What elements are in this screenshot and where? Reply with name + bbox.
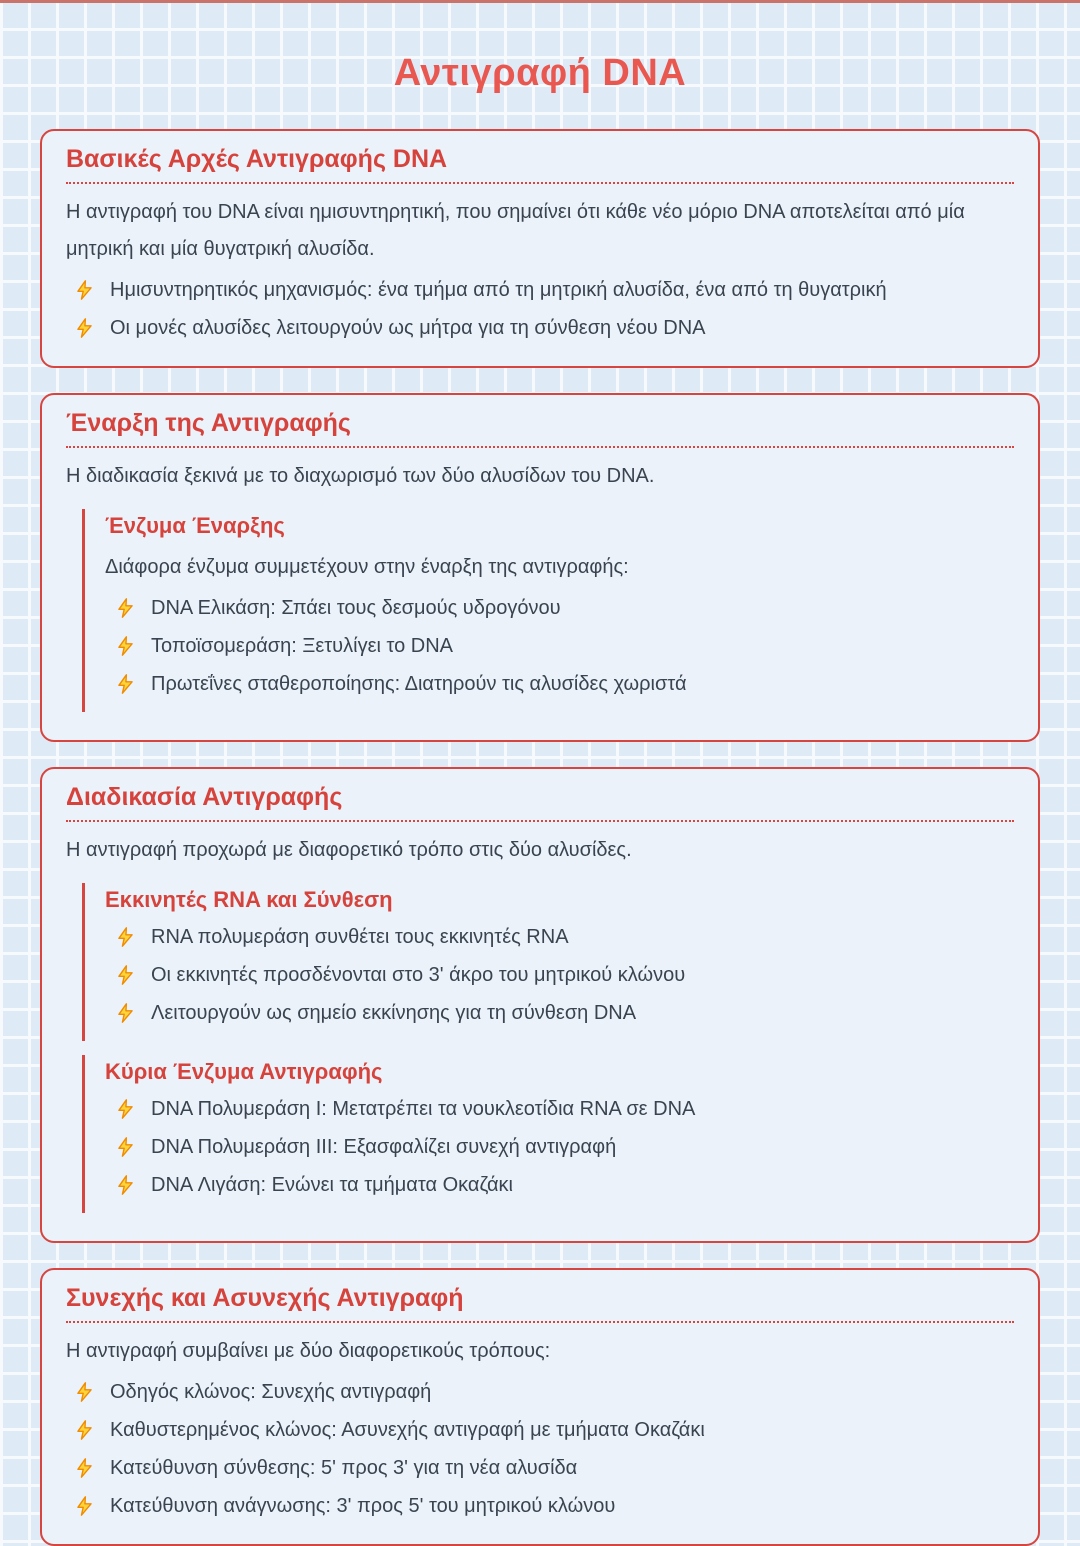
list-item	[74, 1492, 1014, 1521]
list-item-text: RNA πολυμεράση συνθέτει τους εκκινητές RNA	[151, 926, 569, 948]
subsection-bullet-list	[115, 594, 1014, 699]
lightning-icon	[74, 1494, 95, 1518]
section-card	[40, 767, 1040, 1243]
list-item	[115, 961, 1014, 990]
lightning-icon	[74, 278, 95, 302]
lightning-icon	[115, 1135, 136, 1159]
page-top-accent	[0, 0, 1080, 3]
list-item	[115, 1133, 1014, 1162]
subsection-bullet-list	[115, 923, 1014, 1028]
lightning-icon	[115, 672, 136, 696]
list-item-text: DNA Λιγάση: Ενώνει τα τμήματα Οκαζάκι	[151, 1174, 513, 1196]
list-item-text: Οδηγός κλώνος: Συνεχής αντιγραφή	[110, 1381, 432, 1403]
section-card	[40, 393, 1040, 742]
list-item-text: Οι εκκινητές προσδένονται στο 3' άκρο του μητρικού κλώνου	[151, 964, 686, 986]
list-item-text: Λειτουργούν ως σημείο εκκίνησης για τη σύνθεση DNA	[151, 1002, 637, 1024]
list-item	[115, 999, 1014, 1028]
list-item	[74, 276, 1014, 305]
section-intro: Η αντιγραφή του DNA είναι ημισυντηρητική, που σημαίνει ότι κάθε νέο μόριο DNA αποτελείται από μία μητρική και μία θυγατρική αλυσίδα.	[66, 201, 965, 260]
section-intro: Η διαδικασία ξεκινά με το διαχωρισμό των δύο αλυσίδων του DNA.	[66, 465, 655, 487]
list-item-text: Οι μονές αλυσίδες λειτουργούν ως μήτρα για τη σύνθεση νέου DNA	[110, 317, 706, 339]
section-title: Διαδικασία Αντιγραφής	[66, 783, 1014, 822]
subsection	[82, 509, 1014, 712]
list-item-text: Κατεύθυνση σύνθεσης: 5' προς 3' για τη νέα αλυσίδα	[110, 1457, 578, 1479]
section-bullet-list	[74, 276, 1014, 343]
list-item	[115, 670, 1014, 699]
list-item	[115, 632, 1014, 661]
section-card	[40, 129, 1040, 368]
list-item-text: DNA Πολυμεράση ΙΙΙ: Εξασφαλίζει συνεχή αντιγραφή	[151, 1136, 617, 1158]
lightning-icon	[74, 1418, 95, 1442]
section-card	[40, 1268, 1040, 1546]
lightning-icon	[74, 316, 95, 340]
subsection	[82, 1055, 1014, 1213]
lightning-icon	[115, 1173, 136, 1197]
list-item-text: Κατεύθυνση ανάγνωσης: 3' προς 5' του μητρικού κλώνου	[110, 1495, 616, 1517]
section-subsections	[66, 883, 1014, 1213]
section-intro: Η αντιγραφή συμβαίνει με δύο διαφορετικούς τρόπους:	[66, 1340, 551, 1362]
lightning-icon	[115, 1001, 136, 1025]
subsection-bullet-list	[115, 1095, 1014, 1200]
list-item-text: Πρωτεΐνες σταθεροποίησης: Διατηρούν τις αλυσίδες χωριστά	[151, 673, 687, 695]
list-item-text: DNA Πολυμεράση Ι: Μετατρέπει τα νουκλεοτίδια RNA σε DNA	[151, 1098, 696, 1120]
list-item	[115, 923, 1014, 952]
lightning-icon	[115, 634, 136, 658]
list-item	[74, 1416, 1014, 1445]
lightning-icon	[74, 1456, 95, 1480]
section-intro: Η αντιγραφή προχωρά με διαφορετικό τρόπο στις δύο αλυσίδες.	[66, 839, 632, 861]
content	[0, 129, 1080, 1546]
list-item-text: Καθυστερημένος κλώνος: Ασυνεχής αντιγραφή με τμήματα Οκαζάκι	[110, 1419, 705, 1441]
subsection-intro: Διάφορα ένζυμα συμμετέχουν στην έναρξη της αντιγραφής:	[105, 556, 629, 578]
lightning-icon	[115, 963, 136, 987]
subsection	[82, 883, 1014, 1041]
lightning-icon	[115, 596, 136, 620]
section-subsections	[66, 509, 1014, 712]
list-item	[74, 1378, 1014, 1407]
subsection-title: Κύρια Ένζυμα Αντιγραφής	[105, 1059, 383, 1084]
list-item	[115, 1171, 1014, 1200]
list-item-text: Ημισυντηρητικός μηχανισμός: ένα τμήμα από τη μητρική αλυσίδα, ένα από τη θυγατρική	[110, 279, 887, 301]
section-bullet-list	[74, 1378, 1014, 1521]
lightning-icon	[115, 1097, 136, 1121]
section-title: Συνεχής και Ασυνεχής Αντιγραφή	[66, 1284, 1014, 1323]
lightning-icon	[74, 1380, 95, 1404]
list-item	[74, 314, 1014, 343]
page-title: Αντιγραφή DNA	[393, 52, 687, 94]
section-title: Έναρξη της Αντιγραφής	[66, 409, 1014, 448]
lightning-icon	[115, 925, 136, 949]
subsection-title: Εκκινητές RNA και Σύνθεση	[105, 887, 393, 912]
section-title: Βασικές Αρχές Αντιγραφής DNA	[66, 145, 1014, 184]
list-item	[74, 1454, 1014, 1483]
list-item	[115, 1095, 1014, 1124]
list-item	[115, 594, 1014, 623]
list-item-text: DNA Ελικάση: Σπάει τους δεσμούς υδρογόνου	[151, 597, 561, 619]
subsection-title: Ένζυμα Έναρξης	[105, 513, 285, 538]
list-item-text: Τοποϊσομεράση: Ξετυλίγει το DNA	[151, 635, 454, 657]
